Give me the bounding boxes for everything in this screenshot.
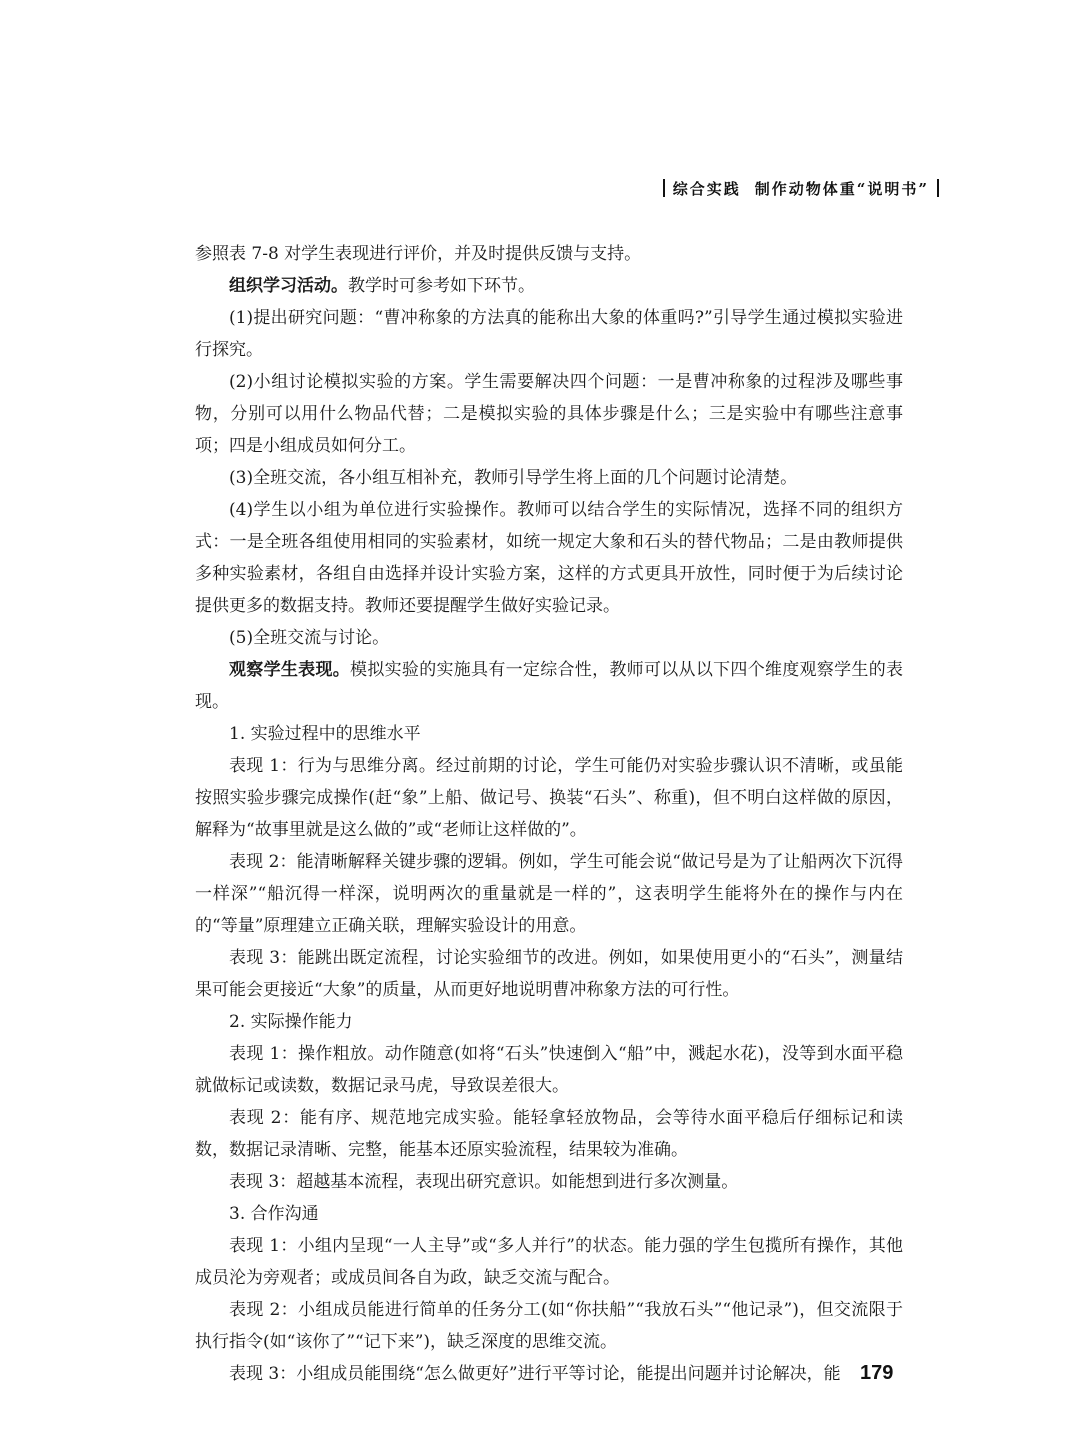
paragraph bbox=[195, 1102, 903, 1166]
page-number: 179 bbox=[860, 1362, 894, 1384]
header-right-bar bbox=[937, 179, 939, 197]
header-title: 制作动物体重“说明书” bbox=[754, 180, 929, 198]
paragraph-lead: 组织学习活动。 bbox=[229, 276, 348, 296]
paragraph bbox=[195, 1198, 903, 1230]
paragraph-text: 表现 3：超越基本流程，表现出研究意识。如能想到进行多次测量。 bbox=[229, 1172, 739, 1192]
paragraph bbox=[195, 462, 903, 494]
paragraph bbox=[195, 366, 903, 462]
header-left-bar bbox=[663, 179, 665, 197]
paragraph bbox=[195, 270, 903, 302]
paragraph bbox=[195, 846, 903, 942]
paragraph bbox=[195, 654, 903, 718]
paragraph-text: 表现 2：小组成员能进行简单的任务分工(如“你扶船”“我放石头”“他记录”)，但交流限于执行指令(如“该你了”“记下来”)，缺乏深度的思维交流。 bbox=[195, 1300, 903, 1352]
paragraph bbox=[195, 718, 903, 750]
paragraph bbox=[195, 750, 903, 846]
paragraph bbox=[195, 1294, 903, 1358]
paragraph bbox=[195, 1038, 903, 1102]
paragraph-text: 模拟实验的实施具有一定综合性，教师可以从以下四个维度观察学生的表现。 bbox=[195, 660, 904, 712]
paragraph-lead: 观察学生表现。 bbox=[229, 660, 351, 680]
paragraph bbox=[195, 1006, 903, 1038]
paragraph bbox=[195, 1166, 903, 1198]
paragraph bbox=[195, 302, 903, 366]
paragraph-text: 表现 1：行为与思维分离。经过前期的讨论，学生可能仍对实验步骤认识不清晰，或虽能按照实验步骤完成操作(赶“象”上船、做记号、换装“石头”、称重)，但不明白这样做的原因，解释为“故事里就是这么做的”或“老师让这样做的”。 bbox=[195, 756, 903, 840]
paragraph bbox=[195, 1358, 903, 1390]
paragraph bbox=[195, 1230, 903, 1294]
paragraph-text: (5)全班交流与讨论。 bbox=[229, 628, 390, 648]
paragraph-text: 参照表 7-8 对学生表现进行评价，并及时提供反馈与支持。 bbox=[195, 244, 642, 264]
body-text bbox=[195, 238, 903, 1390]
paragraph bbox=[195, 942, 903, 1006]
paragraph bbox=[195, 622, 903, 654]
header-section: 综合实践 bbox=[672, 180, 741, 198]
paragraph-text: 3. 合作沟通 bbox=[229, 1204, 319, 1224]
paragraph-text: 表现 2：能有序、规范地完成实验。能轻拿轻放物品，会等待水面平稳后仔细标记和读数，数据记录清晰、完整，能基本还原实验流程，结果较为准确。 bbox=[195, 1108, 903, 1160]
paragraph-text: 表现 2：能清晰解释关键步骤的逻辑。例如，学生可能会说“做记号是为了让船两次下沉得一样深”“船沉得一样深，说明两次的重量就是一样的”，这表明学生能将外在的操作与内在的“等量”原理建立正确关联，理解实验设计的用意。 bbox=[195, 852, 903, 936]
paragraph-text: 表现 3：小组成员能围绕“怎么做更好”进行平等讨论，能提出问题并讨论解决，能 bbox=[229, 1364, 841, 1384]
paragraph-text: (1)提出研究问题：“曹冲称象的方法真的能称出大象的体重吗?”引导学生通过模拟实验进行探究。 bbox=[195, 308, 903, 360]
paragraph-text: 表现 3：能跳出既定流程，讨论实验细节的改进。例如，如果使用更小的“石头”，测量结果可能会更接近“大象”的质量，从而更好地说明曹冲称象方法的可行性。 bbox=[195, 948, 903, 1000]
paragraph-text: (2)小组讨论模拟实验的方案。学生需要解决四个问题：一是曹冲称象的过程涉及哪些事物，分别可以用什么物品代替；二是模拟实验的具体步骤是什么；三是实验中有哪些注意事项；四是小组成员如何分工。 bbox=[195, 372, 903, 456]
paragraph-text: 教学时可参考如下环节。 bbox=[348, 276, 535, 296]
paragraph-text: 1. 实验过程中的思维水平 bbox=[229, 724, 421, 744]
paragraph-text: 表现 1：操作粗放。动作随意(如将“石头”快速倒入“船”中，溅起水花)，没等到水面平稳就做标记或读数，数据记录马虎，导致误差很大。 bbox=[195, 1044, 903, 1096]
paragraph-text: (3)全班交流，各小组互相补充，教师引导学生将上面的几个问题讨论清楚。 bbox=[229, 468, 798, 488]
paragraph bbox=[195, 238, 903, 270]
running-header bbox=[655, 178, 947, 199]
paragraph bbox=[195, 494, 903, 622]
paragraph-text: 表现 1：小组内呈现“一人主导”或“多人并行”的状态。能力强的学生包揽所有操作，其他成员沦为旁观者；或成员间各自为政，缺乏交流与配合。 bbox=[195, 1236, 903, 1288]
paragraph-text: 2. 实际操作能力 bbox=[229, 1012, 353, 1032]
paragraph-text: (4)学生以小组为单位进行实验操作。教师可以结合学生的实际情况，选择不同的组织方式：一是全班各组使用相同的实验素材，如统一规定大象和石头的替代物品；二是由教师提供多种实验素材，各组自由选择并设计实验方案，这样的方式更具开放性，同时便于为后续讨论提供更多的数据支持。教师还要提醒学生做好实验记录。 bbox=[195, 500, 903, 616]
